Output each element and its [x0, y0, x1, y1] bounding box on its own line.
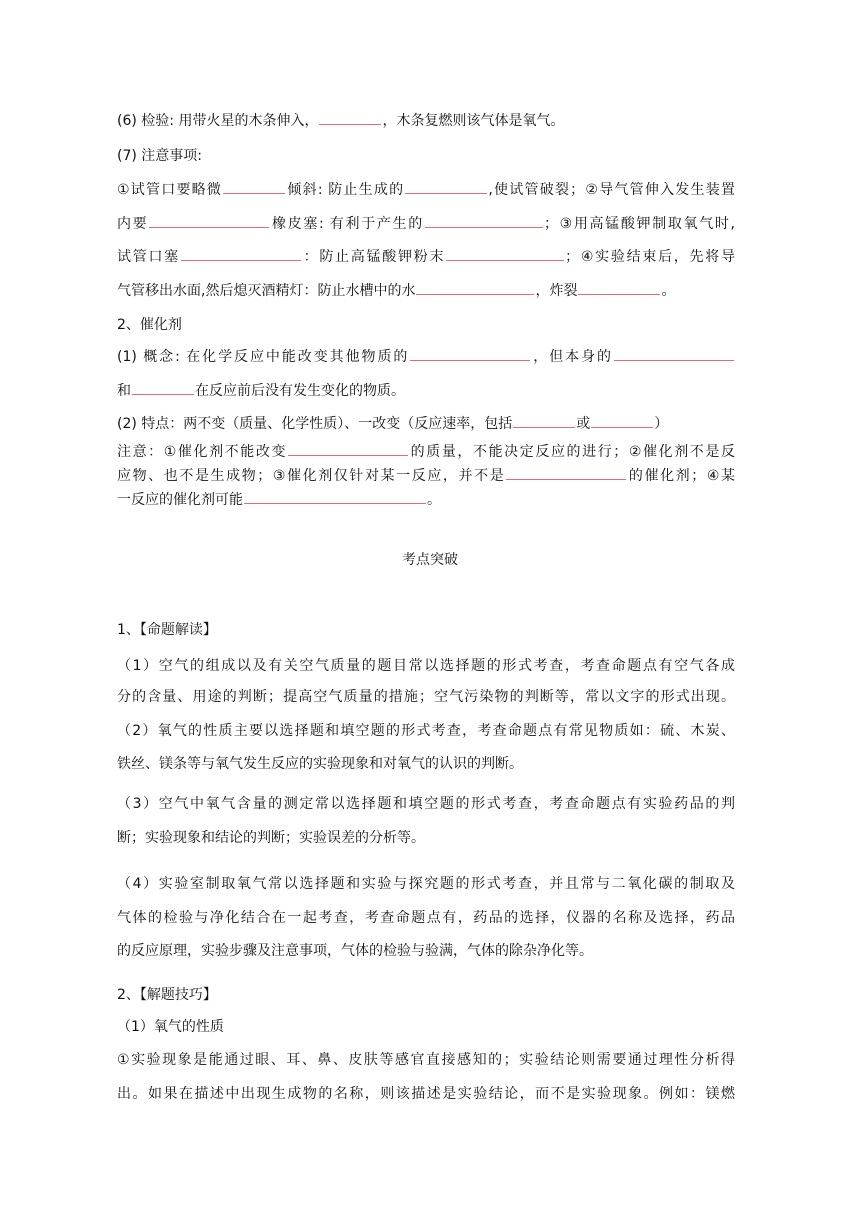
fill-blank[interactable] [446, 258, 564, 261]
text-line [117, 180, 735, 200]
fill-blank[interactable] [578, 292, 660, 295]
text-fragment: ,使试管破裂；②导气管伸入发生装置 [488, 182, 735, 198]
text-fragment: 或 [576, 416, 591, 432]
text-fragment: (7) 注意事项: [117, 148, 202, 164]
fill-blank[interactable] [132, 392, 194, 395]
fill-blank[interactable] [591, 425, 653, 428]
section-title: 1、【命题解读】 [117, 622, 217, 638]
text-line [117, 414, 735, 434]
text-fragment: 的催化剂；④某 [627, 468, 735, 484]
text-line [117, 490, 735, 510]
text-fragment: 和 [117, 383, 131, 399]
text-line [117, 281, 735, 301]
text-fragment: ；④实验结束后，先将导 [565, 249, 735, 265]
text-fragment: 试管口塞 [117, 249, 180, 265]
paragraph-line: （1）空气的组成以及有关空气质量的题目常以选择题的形式考查，考查命题点有空气各成 [117, 658, 735, 674]
text-fragment: (6) 检验: 用带火星的木条伸入， [117, 113, 319, 129]
fill-blank[interactable] [223, 191, 285, 194]
text-fragment: 气管移出水面,然后熄灭酒精灯：防止水槽中的水 [117, 283, 416, 299]
text-fragment: 。 [661, 283, 676, 299]
paragraph-line: 气体的检验与净化结合在一起考查，考查命题点有，药品的选择，仪器的名称及选择，药品 [117, 910, 735, 926]
text-line [117, 146, 735, 166]
text-line [117, 442, 735, 462]
text-fragment: 。 [427, 492, 441, 508]
fill-blank[interactable] [614, 358, 734, 361]
fill-blank[interactable] [405, 191, 487, 194]
fill-blank[interactable] [244, 501, 426, 504]
fill-blank[interactable] [506, 477, 626, 480]
text-line [117, 466, 735, 486]
text-fragment: ，木条复燃则该气体是氧气。 [382, 113, 565, 129]
section-title [117, 315, 735, 335]
paragraph-line: 的反应原理，实验步骤及注意事项，气体的检验与验满，气体的除杂净化等。 [117, 943, 593, 959]
section-title: 2、【解题技巧】 [117, 987, 217, 1003]
text-line [117, 247, 735, 267]
section-title-text: 2、催化剂 [117, 317, 182, 333]
text-line [117, 381, 735, 401]
text-fragment: 的质量，不能决定反应的进行；②催化剂不是反 [409, 444, 735, 460]
text-fragment: 应物、也不是生成物；③催化剂仅针对某一反应，并不是 [117, 468, 506, 484]
fill-blank[interactable] [410, 358, 530, 361]
text-fragment: ①试管口要略微 [117, 182, 223, 198]
text-line [117, 347, 735, 367]
paragraph-line: 铁丝、镁条等与氧气发生反应的实验现象和对氧气的认识的判断。 [117, 756, 523, 772]
paragraph-line: 分的含量、用途的判断；提高空气质量的措施；空气污染物的判断等，常以文字的形式出现。 [117, 689, 735, 705]
text-fragment: ：防止高锰酸钾粉末 [301, 249, 446, 265]
section-heading: 考点突破 [402, 552, 458, 568]
text-fragment: ；③用高锰酸钾制取氧气时, [543, 216, 736, 232]
paragraph-line: 断；实验现象和结论的判断；实验误差的分析等。 [117, 830, 425, 846]
text-fragment: ） [654, 416, 669, 432]
fill-blank[interactable] [181, 258, 301, 261]
text-fragment: 橡皮塞: 有利于产生的 [270, 216, 424, 232]
paragraph-line: （2）氧气的性质主要以选择题和填空题的形式考查，考查命题点有常见物质如：硫、木炭、 [117, 723, 735, 739]
paragraph-line: ①实验现象是能通过眼、耳、鼻、皮肤等感官直接感知的；实验结论则需要通过理性分析得 [117, 1052, 735, 1068]
subsection-title: （1）氧气的性质 [117, 1019, 224, 1035]
paragraph-line: （3）空气中氧气含量的测定常以选择题和填空题的形式考查，考查命题点有实验药品的判 [117, 796, 735, 812]
paragraph-line: （4）实验室制取氧气常以选择题和实验与探究题的形式考查，并且常与二氧化碳的制取及 [117, 876, 735, 892]
fill-blank[interactable] [416, 292, 534, 295]
text-fragment: 倾斜: 防止生成的 [286, 182, 405, 198]
text-fragment: (2) 特点：两不变（质量、化学性质）、一改变（反应速率，包括 [117, 416, 513, 432]
text-fragment: (1) 概念: 在化学反应中能改变其他物质的 [117, 349, 410, 365]
fill-blank[interactable] [513, 425, 575, 428]
text-fragment: ，炸裂 [535, 283, 578, 299]
fill-blank[interactable] [319, 122, 381, 125]
text-fragment: 内要 [117, 216, 149, 232]
paragraph-line: 出。如果在描述中出现生成物的名称，则该描述是实验结论，而不是实验现象。例如：镁燃 [117, 1086, 735, 1102]
fill-blank[interactable] [425, 225, 543, 228]
text-line [117, 214, 735, 234]
fill-blank[interactable] [149, 225, 269, 228]
text-line [117, 111, 735, 131]
text-fragment: 一反应的催化剂可能 [117, 492, 243, 508]
text-fragment: 在反应前后没有发生变化的物质。 [195, 383, 405, 399]
text-fragment: 注意：①催化剂不能改变 [117, 444, 288, 460]
fill-blank[interactable] [288, 453, 408, 456]
text-fragment: ，但本身的 [531, 349, 613, 365]
